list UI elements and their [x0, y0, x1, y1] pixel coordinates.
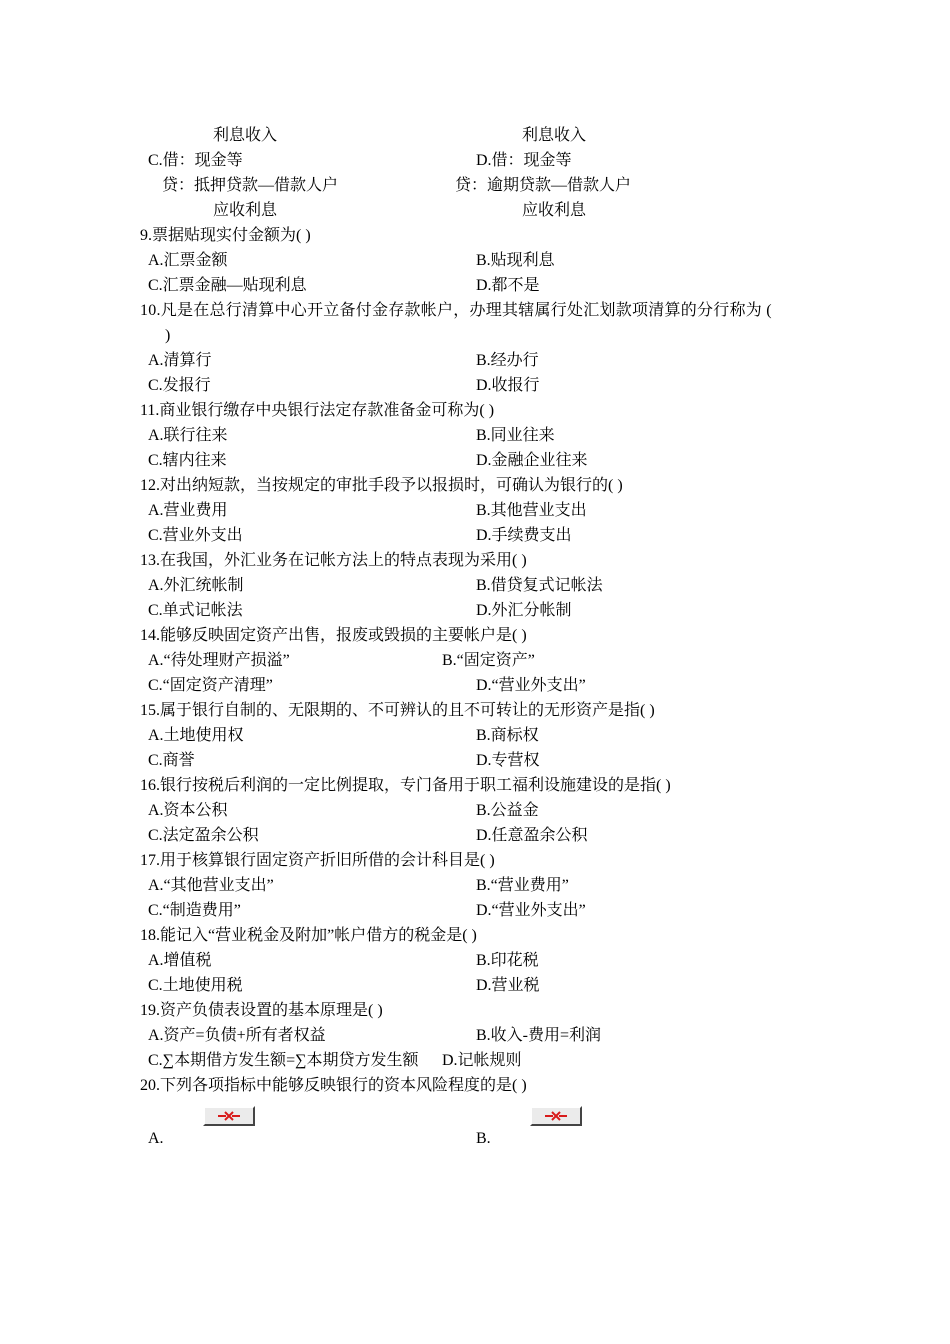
option-b: B.“营业费用” [476, 877, 569, 894]
question-stem: 11.商业银行缴存中央银行法定存款准备金可称为( ) [140, 402, 495, 419]
question-stem: 16.银行按税后利润的一定比例提取，专门备用于职工福利设施建设的是指( ) [140, 777, 671, 794]
question-stem: 12.对出纳短款，当按规定的审批手段予以报损时，可确认为银行的( ) [140, 477, 623, 494]
option-b: B.收入-费用=利润 [476, 1027, 602, 1044]
option-c: C.发报行 [148, 377, 211, 394]
option-c: C.营业外支出 [148, 527, 243, 544]
broken-image-icon [203, 1106, 255, 1126]
option-c-credit: 贷：抵押贷款—借款人户 [162, 177, 339, 194]
option-c: C.借：现金等 [148, 152, 243, 169]
option-d: D.手续费支出 [476, 527, 572, 544]
question-stem: 19.资产负债表设置的基本原理是( ) [140, 1002, 383, 1019]
receivable-left: 应收利息 [213, 202, 278, 219]
question-stem: 17.用于核算银行固定资产折旧所借的会计科目是( ) [140, 852, 495, 869]
option-a: A.营业费用 [148, 502, 228, 519]
option-d: D.借：现金等 [476, 152, 572, 169]
question-stem-continuation: ) [165, 327, 171, 344]
option-b: B.公益金 [476, 802, 539, 819]
question-stem: 20.下列各项指标中能够反映银行的资本风险程度的是( ) [140, 1077, 527, 1094]
question-stem: 18.能记入“营业税金及附加”帐户借方的税金是( ) [140, 927, 477, 944]
question-stem: 14.能够反映固定资产出售，报废或毁损的主要帐户是( ) [140, 627, 527, 644]
question-stem: 13.在我国，外汇业务在记帐方法上的特点表现为采用( ) [140, 552, 527, 569]
option-c: C.汇票金融—贴现利息 [148, 277, 307, 294]
option-d: D.“营业外支出” [476, 677, 586, 694]
broken-image-icon [530, 1106, 582, 1126]
option-c: C.法定盈余公积 [148, 827, 259, 844]
option-a: A.清算行 [148, 352, 212, 369]
option-d: D.金融企业往来 [476, 452, 588, 469]
option-a: A.土地使用权 [148, 727, 244, 744]
option-d: D.收报行 [476, 377, 540, 394]
option-b: B.贴现利息 [476, 252, 555, 269]
option-d-credit: 贷：逾期贷款—借款人户 [455, 177, 632, 194]
option-d: D.记帐规则 [442, 1052, 522, 1069]
option-d: D.任意盈余公积 [476, 827, 588, 844]
option-d: D.专营权 [476, 752, 540, 769]
option-b: B.其他营业支出 [476, 502, 587, 519]
option-b: B.“固定资产” [442, 652, 535, 669]
question-stem: 10.凡是在总行清算中心开立备付金存款帐户，办理其辖属行处汇划款项清算的分行称为 ( [140, 302, 772, 319]
option-a: A.资本公积 [148, 802, 228, 819]
option-b: B. [476, 1130, 491, 1147]
option-b: B.同业往来 [476, 427, 555, 444]
option-b: B.借贷复式记帐法 [476, 577, 603, 594]
option-a: A.资产=负债+所有者权益 [148, 1027, 326, 1044]
option-d: D.“营业外支出” [476, 902, 586, 919]
option-c: C.辖内往来 [148, 452, 227, 469]
option-d: D.都不是 [476, 277, 540, 294]
option-c: C.∑本期借方发生额=∑本期贷方发生额 [148, 1052, 419, 1069]
option-c: C.单式记帐法 [148, 602, 243, 619]
option-b: B.印花税 [476, 952, 539, 969]
receivable-right: 应收利息 [522, 202, 587, 219]
interest-income-left: 利息收入 [213, 127, 278, 144]
option-a: A.增值税 [148, 952, 212, 969]
option-a: A.外汇统帐制 [148, 577, 244, 594]
option-c: C.商誉 [148, 752, 195, 769]
option-c: C.“固定资产清理” [148, 677, 273, 694]
interest-income-right: 利息收入 [522, 127, 587, 144]
option-a: A.汇票金额 [148, 252, 228, 269]
question-stem: 15.属于银行自制的、无限期的、不可辨认的且不可转让的无形资产是指( ) [140, 702, 655, 719]
option-a: A.联行往来 [148, 427, 228, 444]
question-stem: 9.票据贴现实付金额为( ) [140, 227, 311, 244]
option-a: A.“待处理财产损溢” [148, 652, 290, 669]
option-a: A. [148, 1130, 164, 1147]
option-a: A.“其他营业支出” [148, 877, 274, 894]
option-b: B.商标权 [476, 727, 539, 744]
option-c: C.土地使用税 [148, 977, 243, 994]
option-c: C.“制造费用” [148, 902, 241, 919]
option-b: B.经办行 [476, 352, 539, 369]
option-d: D.营业税 [476, 977, 540, 994]
option-d: D.外汇分帐制 [476, 602, 572, 619]
